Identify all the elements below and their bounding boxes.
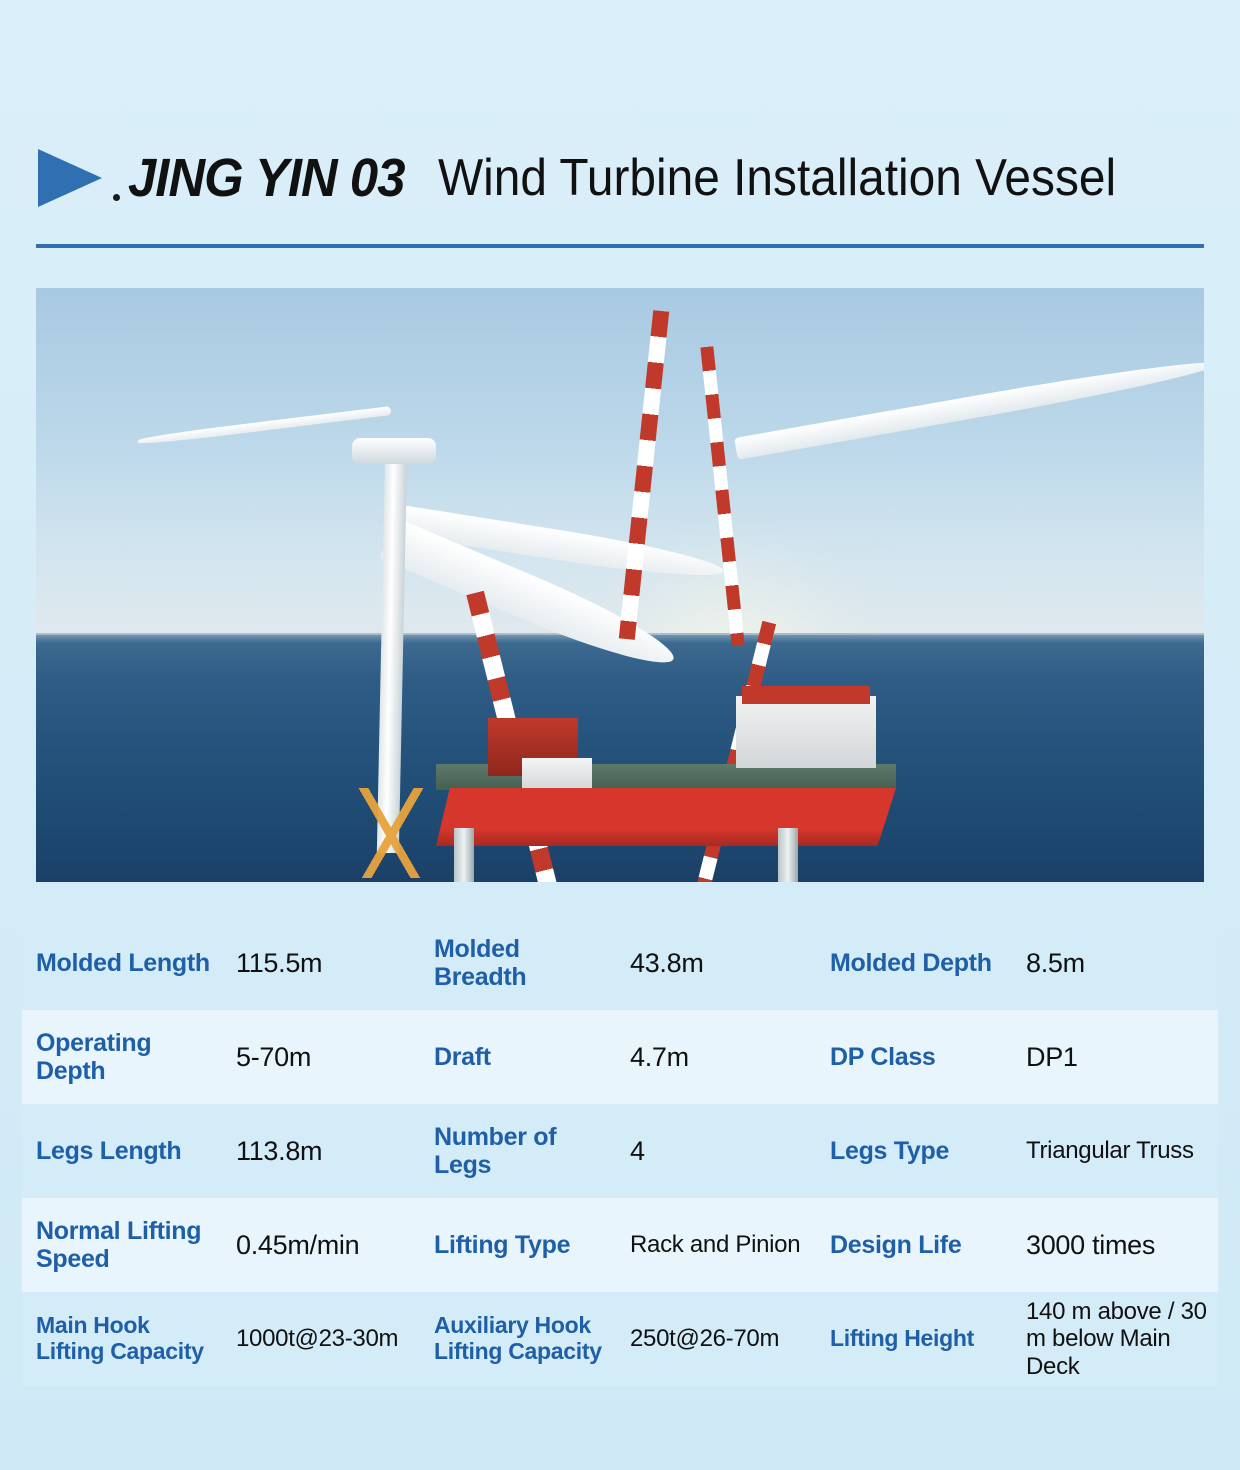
table-row [22, 1010, 1218, 1104]
header-title-row [36, 130, 1204, 226]
sky-layer [36, 288, 1204, 633]
table-row [22, 1198, 1218, 1292]
spec-key-label: Lifting Height [830, 1325, 974, 1352]
spec-key-label: Design Life [830, 1231, 962, 1259]
spec-key [22, 1198, 222, 1292]
spec-key-label: DP Class [830, 1043, 936, 1071]
page-title-vessel-name: JING YIN 03 [128, 148, 405, 208]
page-title-subtitle: Wind Turbine Installation Vessel [438, 149, 1117, 207]
spec-key-label: Lifting Type [434, 1231, 571, 1259]
spec-key-label: Molded Breadth [434, 935, 527, 991]
table-row [22, 916, 1218, 1010]
jacket-foundation [336, 788, 446, 878]
spec-value [222, 1292, 420, 1386]
spec-key [22, 1292, 222, 1386]
header-divider [36, 244, 1204, 248]
spec-value [616, 1198, 816, 1292]
spec-key [816, 1010, 1012, 1104]
spec-value-label: 113.8m [236, 1135, 323, 1166]
spec-key [816, 1292, 1012, 1386]
dot-shape [113, 194, 120, 201]
superstructure-roof [742, 686, 870, 704]
spec-key-label: Number of Legs [434, 1123, 557, 1179]
spec-value [222, 1198, 420, 1292]
spec-value-label: 5-70m [236, 1041, 312, 1072]
spec-value-label: 43.8m [630, 947, 704, 978]
turbine-nacelle [352, 438, 436, 464]
spec-key [420, 1104, 616, 1198]
spec-key [22, 1104, 222, 1198]
spec-value [616, 916, 816, 1010]
spec-value [222, 1010, 420, 1104]
spec-key-label: Main Hook Lifting Capacity [36, 1312, 204, 1365]
spec-value-label: 140 m above / 30 m below Main Deck [1026, 1298, 1207, 1380]
spec-key [816, 1104, 1012, 1198]
spec-value [1012, 1104, 1218, 1198]
spec-value [1012, 1198, 1218, 1292]
spec-key [22, 1010, 222, 1104]
vessel-hull [436, 788, 896, 846]
spec-key [420, 1198, 616, 1292]
spec-value-label: 4 [630, 1135, 645, 1166]
spec-key-label: Auxiliary Hook Lifting Capacity [434, 1312, 602, 1365]
spec-key [420, 1010, 616, 1104]
vessel-photo [36, 288, 1204, 882]
triangle-shape [38, 149, 102, 207]
spec-value [222, 1104, 420, 1198]
spec-key-label: Molded Depth [830, 949, 992, 977]
spec-key-label: Draft [434, 1043, 491, 1071]
spec-value-label: 0.45m/min [236, 1229, 360, 1260]
spec-key [816, 1198, 1012, 1292]
spec-value-label: 115.5m [236, 947, 323, 978]
spec-value [1012, 916, 1218, 1010]
table-row [22, 1104, 1218, 1198]
spec-value-label: 8.5m [1026, 947, 1085, 978]
spec-value-label: DP1 [1026, 1041, 1078, 1072]
spec-key-label: Operating Depth [36, 1029, 152, 1085]
spec-value-label: 3000 times [1026, 1229, 1156, 1260]
spec-key [420, 1292, 616, 1386]
spec-value-label: Triangular Truss [1026, 1137, 1194, 1165]
spec-key-label: Molded Length [36, 949, 210, 977]
spec-value [616, 1292, 816, 1386]
spec-key-label: Legs Length [36, 1137, 182, 1165]
spec-value [1012, 1010, 1218, 1104]
spec-value-label: 1000t@23-30m [236, 1325, 399, 1353]
spec-key [22, 916, 222, 1010]
spec-key [420, 916, 616, 1010]
header [36, 130, 1204, 250]
spec-key-label: Normal Lifting Speed [36, 1217, 202, 1273]
spec-value [1012, 1292, 1218, 1386]
spec-key-label: Legs Type [830, 1137, 950, 1165]
jackup-leg-right [778, 828, 798, 882]
spec-key [816, 916, 1012, 1010]
specification-table [22, 916, 1218, 1386]
spec-value-label: Rack and Pinion [630, 1231, 801, 1259]
play-triangle-icon [36, 145, 122, 211]
jackup-leg-left [454, 828, 474, 882]
spec-value-label: 4.7m [630, 1041, 689, 1072]
spec-value [616, 1104, 816, 1198]
spec-value [616, 1010, 816, 1104]
vessel-superstructure [736, 696, 876, 768]
table-row [22, 1292, 1218, 1386]
spec-value [222, 916, 420, 1010]
spec-value-label: 250t@26-70m [630, 1325, 780, 1353]
